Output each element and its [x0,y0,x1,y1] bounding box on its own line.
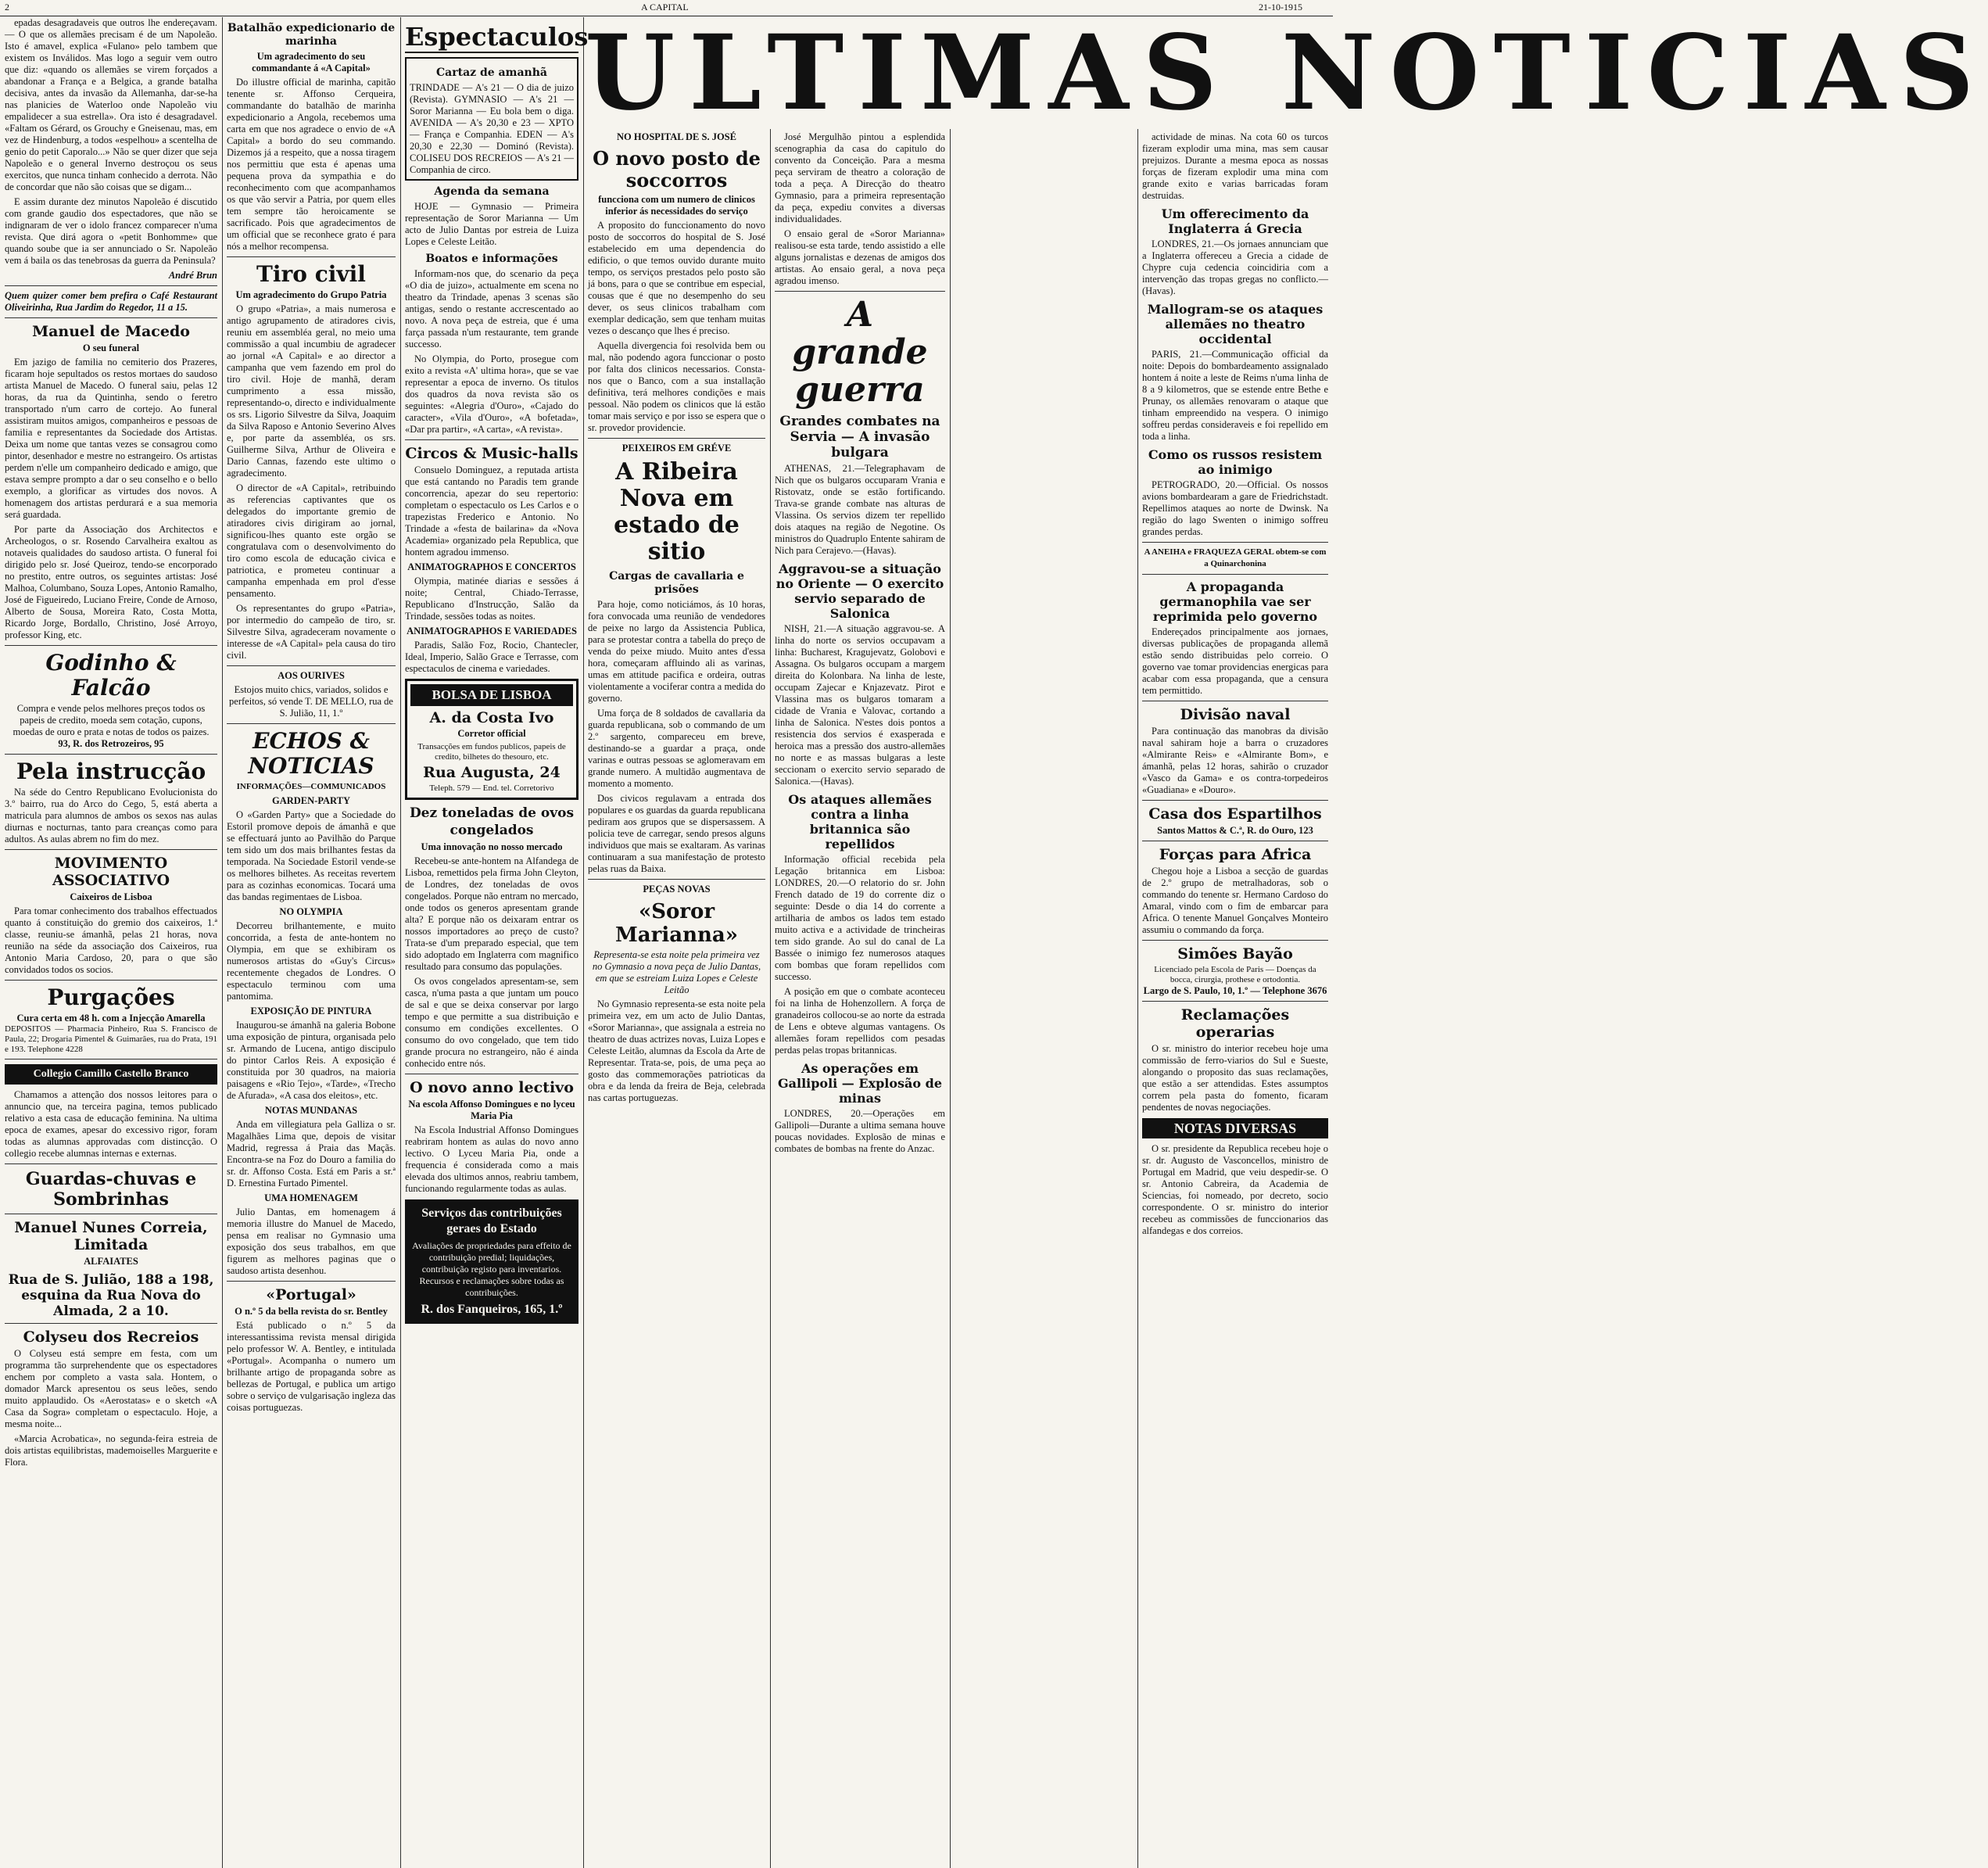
article-paragraph: Inaugurou-se ámanhã na galeria Bobone uma exposição de pintura, organisada pelo sr. Armando de Lucena, antigo discipulo do pintor Carlos Reis. A exposição é constituida por 30 quadros, na maioria paisagens e «Rio Tejo», «Tarde», «Trecho de Afurada», «A casa dos eleitos», etc. [227,1020,396,1101]
subhead-exposicao: EXPOSIÇÃO DE PINTURA [250,1006,372,1016]
subhead-mundanas: NOTAS MUNDANAS [264,1105,358,1116]
column-1 [5,17,217,1865]
headline-obituary: Manuel de Macedo [32,323,190,340]
advert-title-espartilhos: Casa dos Espartilhos [1148,805,1322,823]
divider [5,754,217,755]
advert-title-servicos: Serviços das contribuições geraes do Estado [421,1206,562,1235]
subhead-homenagem: UMA HOMENAGEM [264,1192,358,1203]
advert-title-tailor: Manuel Nunes Correia, Limitada [14,1219,208,1253]
headline-associativo: MOVIMENTO ASSOCIATIVO [52,855,170,889]
article-paragraph: Recebeu-se ante-hontem na Alfandega de Lisboa, remettidos pela firma John Cleyton, de Londres, dez toneladas de ovos congelados. Porque não entram no mercado, onde todos os generos apresentam grande alta? E porque não os deixaram entrar os nossos importadores ao preço de custo? Trata-se d'um preparado especial, que tem sido adoptado em Inglaterra com magnifico resultado para consumo das populações. [405,855,578,972]
advert-title-bolsa: BOLSA DE LISBOA [410,684,573,706]
subhead-batalhao: Um agradecimento do seu commandante á «A Capital» [252,51,371,74]
headline-portugal: «Portugal» [266,1286,356,1303]
article-paragraph: Dos civicos regulavam a entrada dos populares e os guardas da guarda republicana pediram aos grupos que se dispersassem. A policia teve de carregar, sendo presos alguns individuos que mais se exaltaram. As varinas continuaram a sua manifestação de protesto pelas ruas da Baixa. [588,793,765,874]
subhead-anno-lectivo: Na escola Affonso Domingues e no lyceu Maria Pia [408,1099,575,1121]
section-title-espectaculos: Espectaculos [405,22,589,52]
subhead-linha-britannica: Os ataques allemães contra a linha britannica são repellidos [788,792,932,852]
column-4 [588,131,765,1865]
article-paragraph: O director de «A Capital», retribuindo as referencias captivantes que os delegados do importante gremio de atiradores civis dirigiram ao jornal, significou-lhes quanto este orgão se congratulava com o desenvolvimento do tiro como escola de educação civica e patriotica, e prometeu continuar a campanha empenhada em prol d'esse pensamento. [227,482,396,599]
article-paragraph: Na Escola Industrial Affonso Domingues reabriram hontem as aulas do novo anno lectivo. O Lyceu Maria Pia, onde a frequencia é considerada como a mais elevada dos ultimos annos, reabriu tambem, funcionando regularmente todas as aulas. [405,1124,578,1194]
divider [5,645,217,646]
divider [5,317,217,318]
article-paragraph: Aquella divergencia foi resolvida bem ou mal, não podendo agora funccionar o posto por falta dos clinicos necessarios. Consta-nos que o Banco, com a sua installação definitiva, terá melhores condições e mais pessoal. Não podem os clinicos que lá estão tomar mais serviço e por isso se espera que o sr. provedor providencie. [588,340,765,433]
divider [5,849,217,850]
author-signature: André Brun [168,270,217,281]
column-3 [405,17,589,1865]
subhead-animatographos: ANIMATOGRAPHOS E CONCERTOS [407,561,576,572]
headline-reclamacoes: Reclamações operarias [1180,1006,1290,1041]
article-paragraph: Para tomar conhecimento dos trabalhos effectuados quanto á constituição do gremio dos caixeiros, 1.ª classe, reuniu-se ámanhã, pelas 21 horas, nova reunião na séde da associação dos Caixeiros, rua Antonio Maria Cardoso, 20, para o que são convidados todos os socios. [5,905,217,975]
article-paragraph: Em jazigo de familia no cemiterio dos Prazeres, ficaram hoje sepultados os restos mortaes do saudoso artista Manuel de Macedo. O funeral saiu, pelas 12 horas, da rua da Quintinha, sendo o feretro transportado n'um carro de cortejo. Ao funeral assistiram muitos amigos, companheiros e pessoas de familia e representantes da Sociedade dos Artistas. Deixa um nome que tantas vezes se consagrou como pintor, desenhador e mestre no estrangeiro. Os artistas perdem n'elle um companheiro dedicado e amigo, que estava sempre prompto a dar o seu conselho e o bello exemplo, a glorificar as virtudes dos novos. A homenagem dos artistas perdurará e a sua memoria será guardada. [5,357,217,520]
subhead-garden-party: GARDEN-PARTY [271,795,351,806]
article-paragraph: Informam-nos que, do scenario da peça «O dia de juizo», actualmente em scena no theatro da Trindade, apenas 3 scenas são antigas, sendo o restante accrescentado ao novo. A nova peça de estreia, que é uma farça passada n'um restaurante, tem grande successo. [405,268,578,350]
cartaz-listing: TRINDADE — A's 21 — O dia de juizo (Revista). GYMNASIO — A's 21 — Soror Marianna — Eu bola bem o diga. AVENIDA — A's 20,30 e 23 — XPTO — França e Companhia. EDEN — A's 20,30 e 22,30 — Dominó (Revista). COLISEU DOS RECREIOS — A's 21 — Companhia de circo. [410,82,574,175]
article-paragraph: O «Garden Party» que a Sociedade do Estoril promove depois de ámanhã e que se effectuará junto ao Pavilhão do Parque tem sido um dos mais brilhantes festas da temporada. Na Sociedade Estoril vende-se os melhores bilhetes. As receitas revertem para as cozinhas economicas. Tocará uma das bandas regimentaes de Lisboa. [227,809,396,902]
advert-address: Rua de S. Julião, 188 a 198, esquina da Rua Nova do Almada, 2 a 10. [8,1272,214,1319]
column-5 [775,131,945,1865]
advert-title-godinho: Godinho & Falcão [45,650,177,701]
subhead-posto-soccorros: funcciona com um numero de clinicos inferior ás necessidades do serviço [598,194,755,217]
article-paragraph: Informação official recebida pela Legação britannica em Lisboa: LONDRES, 20.—O relatorio do sr. John French datado de 19 do corrente diz o seguinte: Desde o dia 14 do corrente a artilharia de ambos os lados tem estado muito activa e a actividade de trincheiras tem sido grande. Ao sul do canal de La Bassée o inimigo fez numerosos ataques com bombas que foram repellidos com successo. [775,854,945,982]
divider [1142,542,1328,543]
article-paragraph: A posição em que o combate aconteceu foi na linha de Hohenzollern. A força de granadeiros collocou-se ao norte da estrada de Lens e obteve algumas vantagens. Os allemães foram repellidos com pesadas perdas pelas tropas britannicas. [775,986,945,1056]
advert-address: R. dos Fanqueiros, 165, 1.º [421,1303,563,1316]
column-2 [227,17,396,1865]
article-paragraph: Endereçados principalmente aos jornaes, diversas publicações de propaganda allemã estão sendo distribuidas pelo correio. O governo vae tomar providencias energicas para acabar com essa propaganda, que a censura tem permittido. [1142,626,1328,696]
headline-boatos: Boatos e informações [425,253,558,265]
advert-quinarchonina: A ANEIHA e FRAQUEZA GERAL obtem-se com a Quinarchonina [1144,547,1327,568]
advert-sub: Corretor official [457,728,526,739]
article-paragraph: Decorreu brilhantemente, e muito concorrida, a festa de ante-hontem no Olympia, em que se exhibiram os numerosos artistas do «Guy's Circus» recentemente chegados de Londres. O espectaculo terminou com uma pantomima. [227,920,396,1002]
divider [227,665,396,666]
headline-ribeira-nova: A Ribeira Nova em estado de sitio [614,458,740,565]
column-rule [400,17,401,1868]
subhead-associativo: Caixeiros de Lisboa [70,891,152,902]
article-paragraph: Os representantes do grupo «Patria», por intermedio do campeão de tiro, sr. Silvestre Silva, agradeceram novamente o interesse de «A Capital» pela causa do tiro civil. [227,603,396,661]
divider [227,723,396,724]
headline-colyseu: Colyseu dos Recreios [23,1328,199,1346]
subhead-servia: Grandes combates na Servia — A invasão bulgara [779,414,940,461]
advert-title-umbrellas: Guardas-chuvas e Sombrinhas [25,1169,197,1210]
advert-address: Largo de S. Paulo, 10, 1.º — Telephone 3676 [1143,985,1327,996]
advert-bolsa [405,679,578,800]
column-rule [583,17,584,1868]
advert-body: Avaliações de propriedades para effeito de contribuição predial; liquidações, contribuição registo para inventarios. Recursos e reclamações sobre todas as contribuições. [412,1240,571,1298]
article-paragraph: Os ovos congelados apresentam-se, sem casca, n'uma pasta a que juntam um pouco de sal e que se deixa conservar por largo tempo e que permitte a sua distribuição e consumo em condições excellentes. O consumo do ovo congelado, que tem tido grande procura no estrangeiro, não é ainda conhecido entre nós. [405,976,578,1069]
divider [1142,1001,1328,1002]
subhead-tiro-civil: Um agradecimento do Grupo Patria [235,289,387,300]
headline-grecia: Um offerecimento da Inglaterra á Grecia [1161,206,1309,236]
advert-address: Rua Augusta, 24 [423,764,561,781]
box-cartaz [405,57,578,181]
divider [1142,800,1328,801]
article-paragraph: Está publicado o n.º 5 da interessantissima revista mensal dirigida pelo professor W. A. Bentley, e intitulada «Portugal». Acompanha o numero um brilhante artigo de propaganda sobre as bellezas de Portugal, e publica um artigo sobre o serviço de vulgarisação ingleza das coisas portuguezas. [227,1320,396,1413]
article-paragraph: No Olympia, do Porto, prosegue com exito a revista «A' ultima hora», que se vae representar a epoca de inverno. Os titulos dos quadros da nova revista são os seguintes: «Alegria d'Ouro», «Cajado do caracter», «Vila d'Ouro», «A bofetada», «Dar pra partir», «A carta», «A revista». [405,353,578,435]
divider [5,1323,217,1324]
article-paragraph: PETROGRADO, 20.—Official. Os nossos avions bombardearam a gare de Friedrichstadt. Repellimos ataques ao norte de Dwinsk. Na região do lago Swenten o inimigo soffreu grandes perdas. [1142,479,1328,537]
divider [775,291,945,292]
headline-propaganda: A propaganda germanophila vae ser reprimida pelo governo [1152,579,1318,624]
article-paragraph: ATHENAS, 21.—Telegraphavam de Nich que os bulgaros occuparam Vrania e Ristovatz, onde se estão fortificando. Trava-se grande combate nas alturas de Vlassina. Os servios dizem ter repellido dois ataques na região de Negotine. Os ministros do Quadruplo Entente sahiram de Nich para Cerajevo.—(Havas). [775,463,945,556]
headline-tiro-civil: Tiro civil [256,261,366,287]
advert-title-bayao: Simões Bayão [1177,945,1293,963]
kicker-peixeiros: PEIXEIROS EM GRÉVE [621,443,732,454]
kicker-pecas-novas: PEÇAS NOVAS [643,884,711,895]
article-paragraph: LONDRES, 20.—Operações em Gallipoli—Durante a ultima semana houve poucas novidades. Explosão de minas e combates de bombas na frente do Anzac. [775,1108,945,1154]
headline-ataques-allemaes: Mallogram-se os ataques allemães no theatro occidental [1147,302,1324,346]
section-sub-echos: INFORMAÇÕES—COMMUNICADOS [236,782,386,791]
headline-notas-diversas: NOTAS DIVERSAS [1142,1118,1328,1138]
section-title-echos: ECHOS & NOTICIAS [248,728,374,779]
headline-batalhao: Batalhão expedicionario de marinha [227,22,396,48]
headline-grande-guerra: A grande guerra [792,295,928,410]
issue-date: 21-10-1915 [1259,2,1302,13]
advert-body: Licenciado pela Escola de Paris — Doenças da bocca, cirurgia, prothese e ortodontia. [1154,965,1316,984]
article-paragraph: Olympia, matinée diarias e sessões á noite; Central, Chiado-Terrasse, Republicano d'Instrucção, Salão da Trindade, sessões todas as noites. [405,575,578,622]
headline-agenda: Agenda da semana [434,185,550,198]
article-paragraph: NISH, 21.—A situação aggravou-se. A linha do norte os servios occupavam a linha: Bucharest, Kragujevatz, Golobovi e Assagna. Os bulgaros occupam a margem direita do Kolonbara. Na linha de leste, occupam Zajecar e Knjazevatz. Pirot e Vlassina mas os bulgaros tomaram a cidade de Vrania e Valovac, cortando a linha de Salonica. N'estes dois pontos a resistencia dos servios é exasperada e heroica mas a pressão dos austro-allemães no norte e as massas bulgaras a leste seccionam o exercito servio separado de Salonica.—(Havas). [775,623,945,787]
article-paragraph: HOJE — Gymnasio — Primeira representação de Soror Marianna — Um acto de Julio Dantas por estreia de Luiza Lopes e Celeste Leitão. [405,201,578,247]
headline-circos: Circos & Music-halls [405,445,578,462]
divider [1142,940,1328,941]
headline-instruccao: Pela instrucção [16,758,206,784]
article-lead: epadas desagradaveis que outros lhe endereçavam. — O que os allemães precisam é de um Napoleão. Isto é amavel, explica «Fulano» pelo tambem que existem os Inválidos. Mas logo a seguir vem outro que diz: «quando os allemães se virem forçados a abandonar a França e a Belgica, a grande batalha decisiva, antes da invasão da Allemanha, dar-se-ha nas planicies de Waterloo onde Napoleão viu empalidecer a sua estrella». Ora isto é desagradavel. «Faltam os Gérard, os Grouchy e Gneisenau, mas, em vez de Hindenburg, a todos «espelhou» a scentelha de genio do petit Caporalo...» Não se quer dizer que seja Napoleão e o general Inverno destroçou os seus exercitos, que nunca tinham conhecido a derrota. Não de concordar que não são coisas que se digam... [5,17,217,192]
subhead-soror: Representa-se esta noite pela primeira vez no Gymnasio a nova peça de Julio Dantas, em que se estreiam Luiza Lopes e Celeste Leitão [592,949,761,995]
advert-sub: ALFAIATES [84,1256,138,1267]
divider [227,1281,396,1282]
article-paragraph: Chamamos a attenção dos nossos leitores para o annuncio que, na terceira pagina, temos publicado relativo a esta casa de educação feminina. Na ultima epoca de exames, apesar do excessivo rigor, foram todas as alumnas approvadas com distincção. O collegio recebe alumnas internas e externas. [5,1089,217,1159]
subhead-ribeira: Cargas de cavallaria e prisões [609,570,744,596]
article-paragraph: actividade de minas. Na cota 60 os turcos fizeram explodir uma mina, mas sem causar prejuizos. Durante a mesma epoca as nossas forças de fizeram explodir uma mina com grande exito e varias barricadas foram destruidas. [1142,131,1328,201]
article-paragraph: O sr. presidente da Republica recebeu hoje o sr. dr. Augusto de Vasconcellos, ministro de Portugal em Madrid, que veiu despedir-se. O sr. Antonio Cabreira, da Academia de Sciencias, foi nomeado, por decreto, socio correspondente. O sr. ministro do interior recebeu as commissões de funccionarios das alfandegas e dos correios. [1142,1143,1328,1236]
article-paragraph: «Marcia Acrobatica», no segunda-feira estreia de dois artistas equilibristas, mademoiselles Marguerite e Flora. [5,1433,217,1468]
headline-cartaz: Cartaz de amanhã [436,66,547,79]
article-paragraph: José Mergulhão pintou a esplendida scenographia da casa do capitulo do convento da Conceição. Para a mesma peça serviram de theatro a coloração de toda a peça. A Direcção do theatro Gymnasio, para a primeira representação da peça, expediu convites a diversas individualidades. [775,131,945,224]
subhead-gallipoli: As operações em Gallipoli — Explosão de minas [777,1061,943,1106]
subhead-olympia: NO OLYMPIA [279,906,343,917]
column-rule [770,129,771,1868]
article-paragraph: E assim durante dez minutos Napoleão é discutido com grande gaudio dos espectadores, que não se indignaram de ver o idolo francez comparecer n'uma revista. Que dirá agora o «petit Bonhomme» que quando soube que ia ser annunciado o Sr. Napoleão vem á baila os das tenebrosas da guerra da Peninsula? [5,196,217,266]
article-paragraph: O ensaio geral de «Soror Marianna» realisou-se esta tarde, tendo assistido a elle alguns jornalistas e dezenas de amigos dos artistas. Ao ensaio geral, a nova peça agradou imenso. [775,228,945,286]
headline-ovos: Dez toneladas de ovos congelados [409,805,575,838]
advert-broker-name: A. da Costa Ivo [429,709,554,726]
headline-soror-marianna: «Soror Marianna» [615,900,738,947]
column-6 [1142,131,1328,1865]
divider [405,439,578,440]
advert-body: Estojos muito chics, variados, solidos e perfeitos, só vende T. DE MELLO, rua de S. Julião, 11, 1.º [229,684,393,719]
advert-address: 93, R. dos Retrozeiros, 95 [58,738,164,749]
advert-title-ourives: AOS OURIVES [278,670,345,681]
divider [1142,574,1328,575]
divider [227,256,396,257]
subhead-oriente: Aggravou-se a situação no Oriente — O exercito servio separado de Salonica [775,561,944,621]
article-paragraph: Do illustre official de marinha, capitão tenente sr. Affonso Cerqueira, commandante do batalhão de marinha expedicionario a Angola, recebemos uma carta em que nos agradece o envio de «A Capital» a bordo do seu commando. Dizemos já a respeito, que a nossa tiragem nos permittiu que esta é apenas uma pequena prova da sympathia e do reconhecimento com que acompanhamos os que vão servir a Patria, por quem elles tem sempre tão heroicamente se sacrificado. Pois que agradecimentos de um official que se reconhece grato é para nós a melhor recompensa. [227,77,396,252]
advert-body: Santos Mattos & C.ª, R. do Ouro, 123 [1157,825,1313,836]
kicker-hospital: NO HOSPITAL DE S. JOSÉ [617,131,736,142]
headline-posto-soccorros: O novo posto de soccorros [593,147,761,192]
article-paragraph: Uma força de 8 soldados de cavallaria da guarda republicana, sob o commando de um 2.º sargento, compareceu em breve, destinando-se a guardar a praça, onde varinas e outras pessoas se aglomeravam em grande numero. A multidão augmentava de momento a momento. [588,708,765,789]
subhead-ovos: Uma innovação no nosso mercado [421,841,563,852]
divider [588,438,765,439]
article-paragraph: PARIS, 21.—Communicação official da noite: Depois do bombardeamento assignalado hontem á noite a leste de Reims n'uma linha de 8 a 9 kilometros, que se estende entre Bethe e Prunay, os allemães renovaram o ataque que tinham empreendido na vespera. O inimigo soffreu perdas consideraveis e foi repellido em toda a linha. [1142,349,1328,442]
page-number: 2 [5,2,9,13]
divider [588,879,765,880]
advert-body: Transacções em fundos publicos, papeis de credito, bilhetes do thesouro, etc. [417,742,566,762]
article-paragraph: O sr. ministro do interior recebeu hoje uma commissão de ferro-viarios do Sul e Sueste, alongando o proposito das suas reclamações, que estão a ser attendidas. Estes assumptos correm pela pasta do fomento, ficaram pendentes de novas negociações. [1142,1043,1328,1113]
advert-telephone: Teleph. 579 — End. tel. Corretorivo [429,783,554,793]
advert-servicos [405,1199,578,1324]
headline-divisao-naval: Divisão naval [1180,706,1291,723]
article-paragraph: No Gymnasio representa-se esta noite pela primeira vez, em um acto de Julio Dantas, «Soror Marianna», que assignala a estreia no theatro de duas actrizes novas, Luiza Lopes e Celeste Leitão, alumnas da Escola da Arte de Representar. Trata-se, pois, de uma peça ao gosto das commemorações patrioticas da obra e da lenda da freira de Beja, celebrada nas cartas portuguezas. [588,999,765,1103]
headline-anno-lectivo: O novo anno lectivo [410,1079,574,1096]
subhead-obituary: O seu funeral [82,342,140,353]
subhead-variedades: ANIMATOGRAPHOS E VARIEDADES [407,626,577,636]
article-paragraph: Julio Dantas, em homenagem á memoria illustre do Manuel de Macedo, pensa em realisar no Gymnasio uma exposição dos seus trabalhos, em que figurem as melhores paginas que o saudoso artista desenhou. [227,1206,396,1276]
column-rule [222,17,223,1868]
article-paragraph: A proposito do funccionamento do novo posto de soccorros do hospital de S. José estabelecido em uma dependencia do edificio, o que temos ouvido durante muito tempo, os serviços prestados pelo posto são já bons, para o que se contribue em especial, cousas que é que no desempenho do seu dever, os seus clinicos trabalham com exemplar dedicação, sem que tenham muitas vezes o descanço que lhes é preciso. [588,220,765,336]
divider [5,1163,217,1164]
divider [5,285,217,286]
article-paragraph: Paradis, Salão Foz, Rocio, Chantecler, Ideal, Imperio, Salão Grace e Terrasse, com espectaculos de cinema e variedades. [405,640,578,674]
article-paragraph: LONDRES, 21.—Os jornaes annunciam que a Inglaterra offereceu a Grecia a cidade de Chypre cuja cedencia coincidiria com a intervenção das tropas gregas no conflicto.—(Havas). [1142,238,1328,296]
advert-body: Compra e vende pelos melhores preços todos os papeis de credito, moeda sem cotação, cupons, moedas de ouro e prata e notas de todos os paizes. [13,703,210,737]
subhead-portugal: O n.º 5 da bella revista do sr. Bentley [235,1306,388,1317]
article-paragraph: Consuelo Dominguez, a reputada artista que está cantando no Paradis tem grande concorrencia, apezar do seu repertorio: completam o espectaculo os Les Carlos e o trapezistas Frederico e Antonio. No Trindade a «festa de bailarina» da «Nova Academia» organizado pela Republica, que hontem agradou immenso. [405,464,578,558]
masthead-title: ULTIMAS NOTICIAS [585,13,1988,134]
article-paragraph: Anda em villegiatura pela Galliza o sr. Magalhães Lima que, depois de visitar Madrid, regressa á Praia das Maçãs. Encontra-se na Foz do Douro a familia do sr. dr. Affonso Costa. Está em Paris a sr.ª D. Ernestina Furtado Pimentel. [227,1119,396,1189]
article-paragraph: O grupo «Patria», a mais numerosa e antigo agrupamento de atiradores civis, reuniu em assembléa geral, no meio uma commissão a qual incumbiu de agradecer ao jornal «A Capital» e ao director a campanha que vem fazendo em prol do tiro civil. Hoje de manhã, deram cumprimento a essa missão, representando-o, directo e individualmente os srs. Ligorio Silvestre da Silva, Joaquim da Silva Raposo e Antonio Severino Alves e, por parte da assembléa, os srs. Guilherme Silva, Arthur de Oliveira e Dario Cannas, fazendo este ultimo o agradecimento. [227,303,396,479]
article-paragraph: Chegou hoje a Lisboa a secção de guardas de 2.º grupo de metralhadoras, sob o commando do tenente sr. Hermano Cardoso do Amaral, vindo com o fim de embarcar para Africa. O tenente Manuel Gonçalves Monteiro assumiu o commando da força. [1142,866,1328,935]
article-paragraph: Por parte da Associação dos Architectos e Archeologos, o sr. Rosendo Carvalheira exaltou as notaveis qualidades do saudoso artista. O funeral foi dirigido pelo sr. José Queiroz, tendo-se encorporado no prestito, entre outros, os seguintes artistas: José Malhoa, Columbano, Souza Lopes, Antonio Ramalho, José de Figueiredo, Luciano Freire, Conde de Arnoso, Alberto de Sousa, Moreira Rato, Costa Motta, Ricardo Jorge, Bordallo, Christino, José Arroyo, professor King, etc. [5,524,217,640]
column-rule [950,129,951,1868]
article-paragraph: Para continuação das manobras da divisão naval sahiram hoje a barra o cruzadores «Almirante Reis» e «Almirante Bom», e ámanhã, pelas 12 horas, sahirão o cruzador «Vasco da Gama» e os contra-torpedeiros «Guadiana» e «Douro». [1142,726,1328,795]
divider [5,980,217,981]
advert-deposits: DEPOSITOS — Pharmacia Pinheiro, Rua S. Francisco de Paula, 22; Drogaria Pimentel & Guimarães, rua do Prata, 191 e 193. Telephone 4228 [5,1024,217,1054]
column-rule [1137,129,1138,1868]
headline-collegio: Collegio Camillo Castello Branco [5,1064,217,1085]
cafe-notice: Quem quizer comer bem prefira o Café Restaurant Oliveirinha, Rua Jardim do Regedor, 11 a 15. [5,290,217,313]
advert-title-purgacoes: Purgações [47,984,175,1010]
advert-body: Cura certa em 48 h. com a Injecção Amarella [16,1013,206,1024]
article-paragraph: O Colyseu está sempre em festa, com um programma tão surprehendente que os espectadores enchem por completo a vasta sala. Hontem, o domador Marck apresentou os seus leões, sendo muito applaudido. Os «Aerostatas» e o sketch «A Casa da Sogra» completam o espectaculo. Hoje, a mesma noite... [5,1348,217,1429]
paper-name: A CAPITAL [641,2,689,13]
headline-russos: Como os russos resistem ao inimigo [1148,447,1323,477]
article-paragraph: Na séde do Centro Republicano Evolucionista do 3.º bairro, rua do Arco do Cego, 5, está aberta a matricula para alumnos de ambos os sexos nas aulas diurnas e nocturnas, tanto para creanças como para adultos. As aulas abrem no fim do mez. [5,787,217,844]
article-paragraph: Para hoje, como noticiámos, ás 10 horas, fora convocada uma reunião de vendedores de peixe no largo da Assistencia Publica, para se protestar contra a tabella do preço de venda do peixe miudo. Muito antes d'essa hora, começaram affluindo ali as varinas, umas em attitude pacifica e ordeira, outras violentamente a vociferar contra a medida do governo. [588,599,765,704]
headline-forcas-africa: Forças para Africa [1159,846,1312,863]
